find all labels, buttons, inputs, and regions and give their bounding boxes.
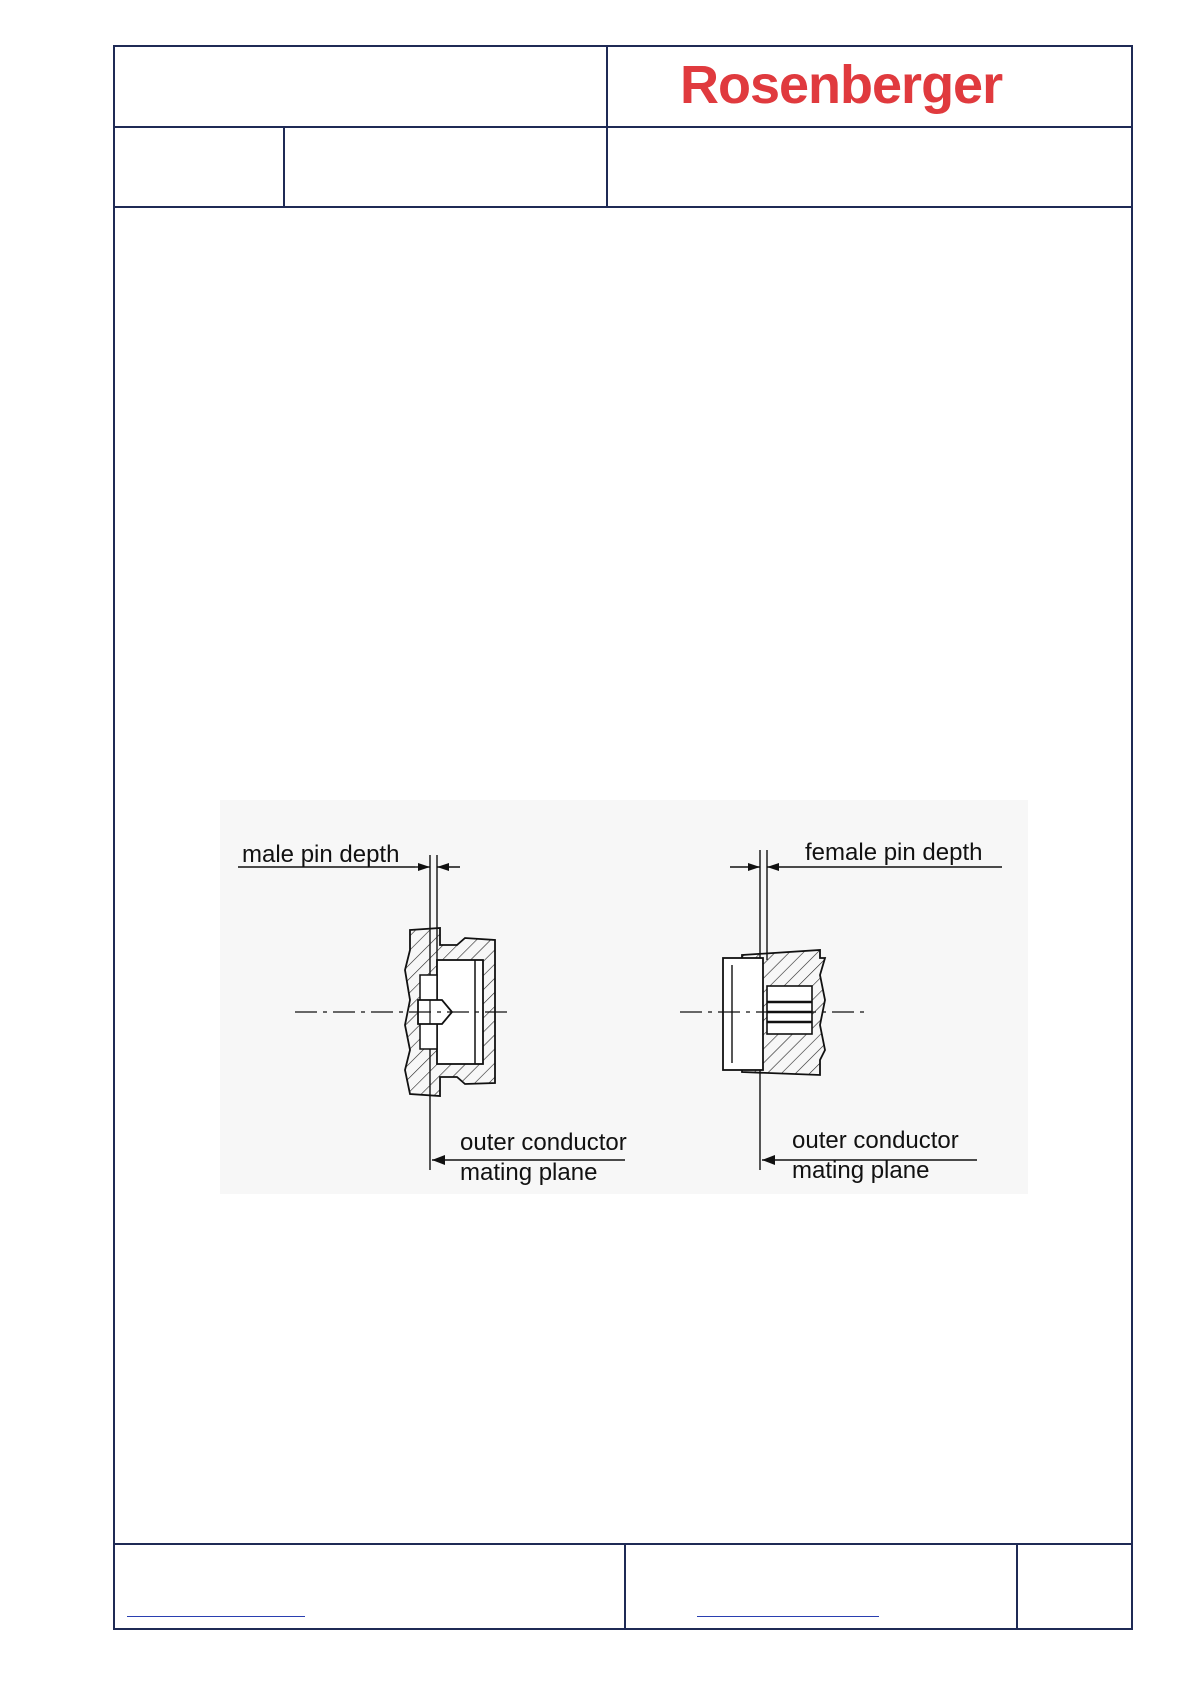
footer-link-line-left — [127, 1616, 305, 1617]
header-column-divider-main — [606, 45, 608, 208]
female-plane-label-2: mating plane — [792, 1157, 930, 1184]
female-front-opening — [723, 958, 763, 1070]
male-plane-arrow — [432, 1155, 445, 1165]
header-divider-1 — [113, 126, 1133, 128]
female-plane-arrow — [762, 1155, 775, 1165]
footer-link-line-right — [697, 1616, 879, 1617]
male-pin-depth-label: male pin depth — [242, 841, 400, 868]
male-plane-label-2: mating plane — [460, 1159, 598, 1186]
male-connector — [238, 841, 627, 1186]
pin-depth-drawing — [220, 800, 1028, 1194]
male-arrow-left — [418, 863, 430, 871]
female-arrow-right — [767, 863, 779, 871]
footer-column-divider-1 — [624, 1543, 626, 1630]
female-socket — [767, 986, 812, 1034]
female-pin-depth-label: female pin depth — [805, 839, 983, 866]
male-arrow-right — [437, 863, 449, 871]
header-column-divider-left — [283, 126, 285, 208]
footer-divider — [113, 1543, 1133, 1545]
pin-depth-svg — [220, 800, 1028, 1194]
brand-logo: Rosenberger — [680, 55, 1003, 115]
female-connector — [680, 839, 1002, 1184]
male-plane-label-1: outer conductor — [460, 1129, 627, 1156]
header-divider-2 — [113, 206, 1133, 208]
footer-column-divider-2 — [1016, 1543, 1018, 1630]
female-arrow-left — [748, 863, 760, 871]
female-plane-label-1: outer conductor — [792, 1127, 959, 1154]
